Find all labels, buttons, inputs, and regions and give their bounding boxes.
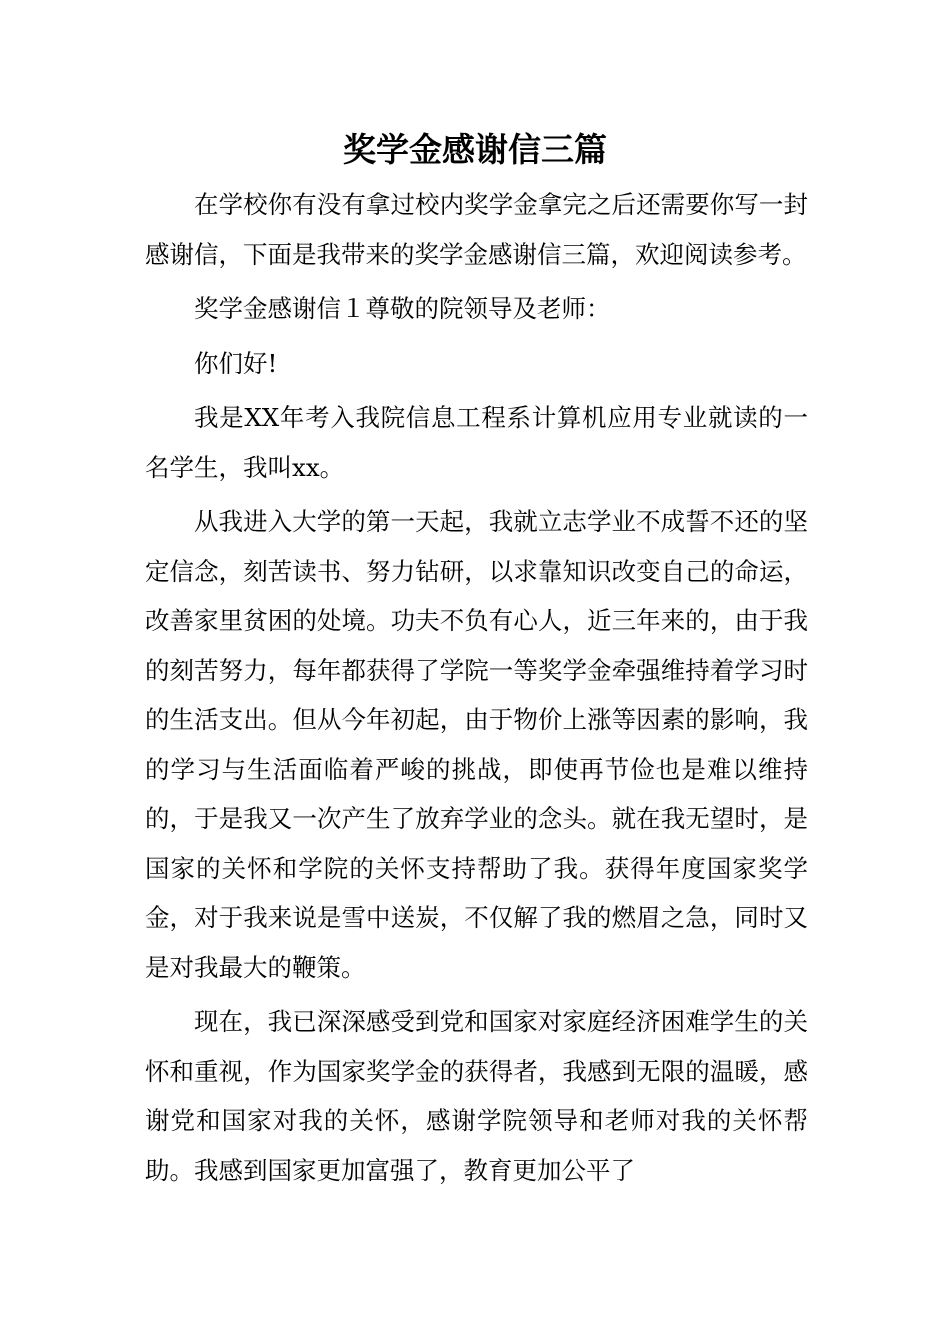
paragraph-story: 从我进入大学的第一天起，我就立志学业不成誓不还的坚定信念，刻苦读书、努力钻研，以求靠知识改变自己的命运，改善家里贫困的处境。功夫不负有心人，近三年来的，由于我的刻苦努力，每年都获得了学院一等奖学金牵强维持着学习时的生活支出。但从今年初起，由于物价上涨等因素的影响，我的学习与生活面临着严峻的挑战，即使再节俭也是难以维持的，于是我又一次产生了放弃学业的念头。就在我无望时，是国家的关怀和学院的关怀支持帮助了我。获得年度国家奖学金，对于我来说是雪中送炭，不仅解了我的燃眉之急，同时又是对我最大的鞭策。	[145, 507, 808, 982]
paragraph-intro: 在学校你有没有拿过校内奖学金拿完之后还需要你写一封感谢信，下面是我带来的奖学金感谢信三篇，欢迎阅读参考。	[145, 190, 808, 269]
paragraph-letter-heading: 奖学金感谢信１尊敬的院领导及老师：	[194, 294, 611, 323]
paragraph-greeting: 你们好!	[194, 348, 278, 378]
document-body	[145, 180, 808, 1195]
paragraph-gratitude: 现在，我已深深感受到党和国家对家庭经济困难学生的关怀和重视，作为国家奖学金的获得者，我感到无限的温暖，感谢党和国家对我的关怀，感谢学院领导和老师对我的关怀帮助。我感到国家更加富强了，教育更加公平了	[145, 1007, 808, 1185]
page-title: 奖学金感谢信三篇	[343, 130, 607, 169]
paragraph-self-intro: 我是XX年考入我院信息工程系计算机应用专业就读的一名学生，我叫xx。	[145, 403, 808, 482]
